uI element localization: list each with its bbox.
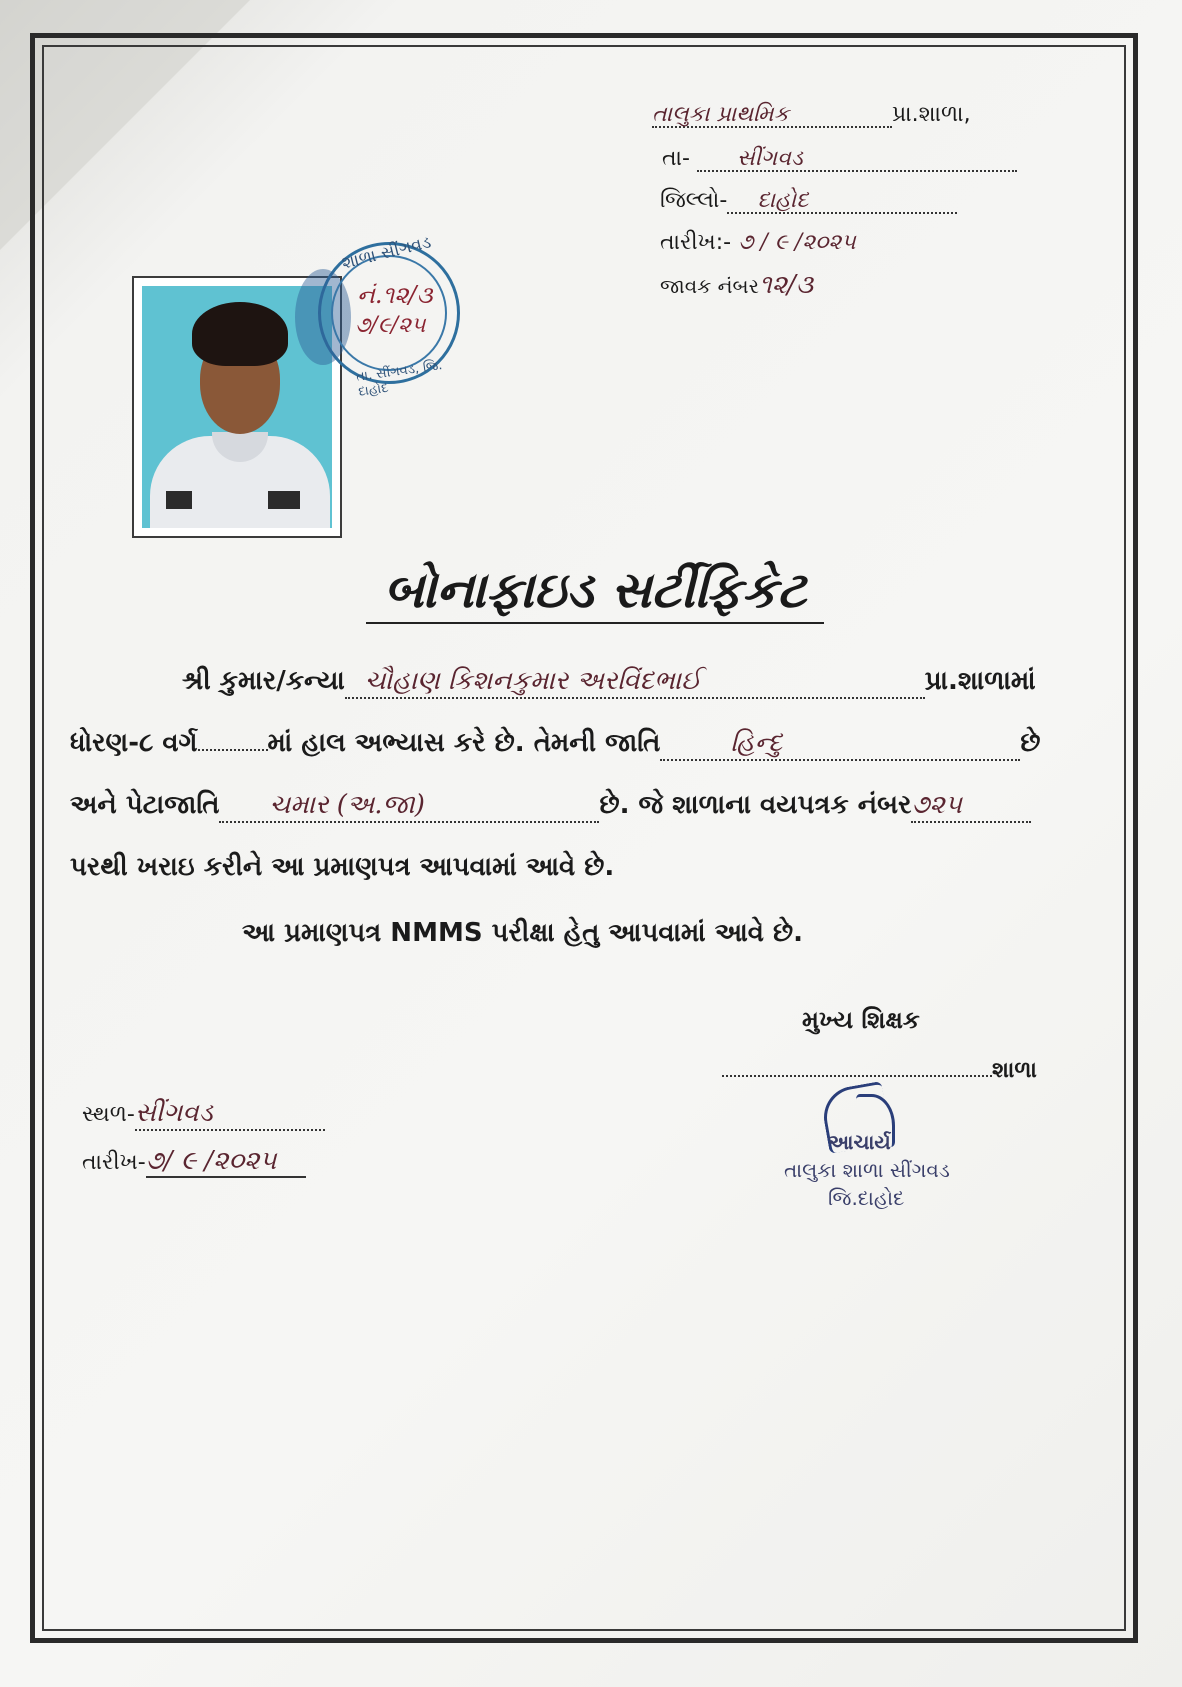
- student-name-handwritten: ચૌહાણ કિશનકુમાર અરવિંદભાઈ: [345, 666, 925, 699]
- school-line: [652, 104, 971, 128]
- school-suffix-text: પ્રા.શાળામાં: [924, 666, 1036, 696]
- taluka-label: તા-: [662, 146, 690, 171]
- signature-school-suffix: શાળા: [992, 1058, 1037, 1083]
- studying-text: માં હાલ અભ્યાસ કરે છે. તેમની જાતિ: [267, 728, 661, 758]
- certificate-title: બોનાફાઇડ સર્ટીફિકેટ: [383, 560, 807, 619]
- title-underline: [366, 622, 824, 624]
- header-date-line: [660, 232, 856, 254]
- seal-title: આચાર્ય: [828, 1130, 891, 1154]
- seal-school: તાલુકા શાળા સીંગવડ: [784, 1158, 950, 1182]
- headmaster-label: મુખ્ય શિક્ષક: [802, 1006, 920, 1034]
- outward-number-line: [660, 272, 813, 298]
- body-line-3: [70, 790, 1031, 823]
- header-date-handwritten: ૭ / ૯ /૨૦૨૫: [738, 230, 856, 255]
- stamp-top-text: શાળા સીંગવડ: [339, 232, 434, 274]
- body-line-2: [70, 728, 1041, 761]
- signature-school-line: [722, 1058, 1037, 1083]
- place-handwritten: સીંગવડ: [135, 1098, 325, 1131]
- school-name-handwritten: તાલુકા પ્રાથમિક: [652, 104, 892, 128]
- district-label: જિલ્લો-: [660, 188, 728, 213]
- body-line-1: [182, 666, 1036, 699]
- line2-suffix: છે: [1020, 728, 1041, 758]
- headmaster-signature-seal: [784, 1086, 974, 1210]
- footer-date-handwritten: ૭/ ૯ /૨૦૨૫: [146, 1146, 307, 1178]
- student-label: શ્રી કુમાર/કન્યા: [182, 666, 345, 696]
- caste-handwritten: હિન્દુ: [660, 728, 1020, 761]
- stamp-number: નં.૧૨/૩: [357, 281, 433, 309]
- subcaste-label: અને પેટાજાતિ: [70, 790, 220, 820]
- district-line: [660, 190, 957, 214]
- taluka-line: [662, 148, 1017, 172]
- school-suffix: પ્રા.શાળા,: [892, 102, 971, 127]
- place-label: સ્થળ-: [82, 1102, 135, 1127]
- register-number-handwritten: ૭૨૫: [911, 790, 1031, 823]
- body-line-5: આ પ્રમાણપત્ર NMMS પરીક્ષા હેતુ આપવામાં આવે છે.: [242, 918, 804, 948]
- standard-label: ધોરણ-૮ વર્ગ: [70, 728, 198, 758]
- header-date-label: તારીખ:-: [660, 230, 732, 255]
- outward-number-handwritten: ૧૨/૩: [758, 270, 814, 300]
- register-text: છે. જે શાળાના વયપત્રક નંબર: [599, 790, 912, 820]
- seal-district: જિ.દાહોદ: [828, 1186, 905, 1210]
- stamp-bottom-text: તા. સીંગવડ, જિ. દાહોદ: [355, 358, 444, 400]
- footer-date-label: તારીખ-: [82, 1150, 146, 1175]
- outward-number-label: જાવક નંબર: [660, 274, 759, 298]
- taluka-handwritten: સીંગવડ: [697, 148, 1017, 172]
- district-handwritten: દાહોદ: [727, 190, 957, 214]
- stamp-date: ૭/૯/૨૫: [355, 313, 426, 338]
- body-line-4: પરથી ખરાઇ કરીને આ પ્રમાણપત્ર આપવામાં આવે છે.: [70, 852, 615, 882]
- school-stamp: [318, 232, 460, 400]
- place-line: [82, 1098, 325, 1131]
- subcaste-handwritten: ચમાર (અ.જા): [219, 790, 599, 823]
- footer-date-line: [82, 1146, 306, 1177]
